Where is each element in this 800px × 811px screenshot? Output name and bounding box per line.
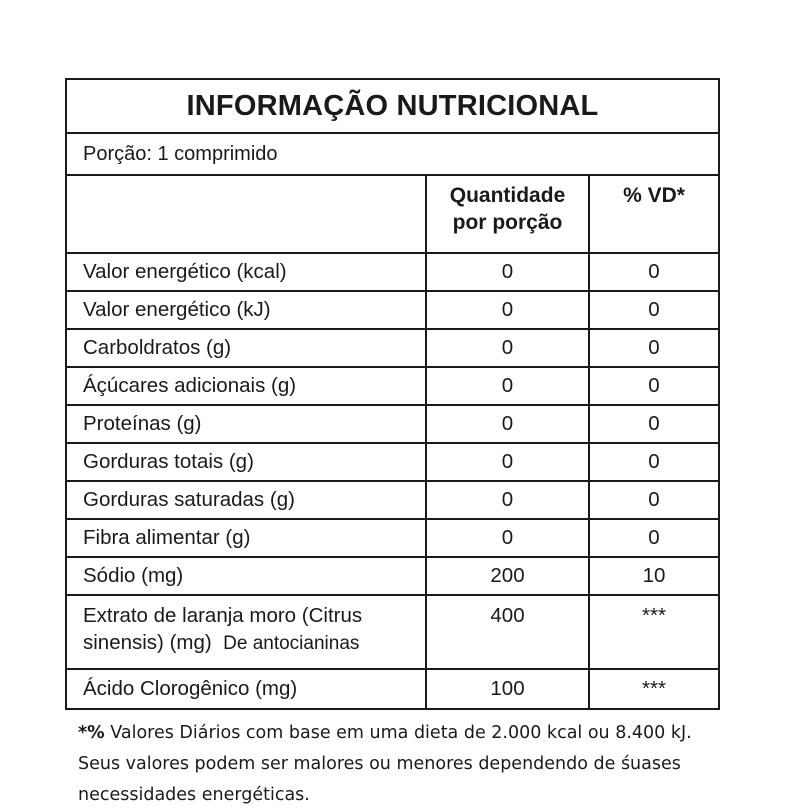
table-title: INFORMAÇÃO NUTRICIONAL (67, 80, 718, 134)
nutrient-vd: *** (589, 595, 718, 669)
header-quantity-line1: Quantidade (449, 184, 566, 207)
table-row (67, 519, 718, 557)
nutrient-vd: 0 (589, 367, 718, 405)
nutrient-name: Valor energético (kcal) (67, 253, 426, 291)
nutrient-name: Áçúcares adicionais (g) (67, 367, 426, 405)
table-row (67, 481, 718, 519)
nutrient-vd: *** (589, 669, 718, 708)
nutrition-facts-table (65, 78, 720, 710)
table-row (67, 291, 718, 329)
nutrient-quantity: 0 (426, 443, 589, 481)
table-row (67, 253, 718, 291)
footnote-line1-text: Valores Diários com base em uma dieta de 2.000 kcal ou 8.400 kJ. (110, 723, 692, 743)
nutrient-name: Ácido Clorogênico (mg) (67, 669, 426, 708)
nutrient-name: Fibra alimentar (g) (67, 519, 426, 557)
nutrient-quantity: 100 (426, 669, 589, 708)
nutrient-quantity: 0 (426, 291, 589, 329)
table-row (67, 443, 718, 481)
nutrient-vd: 0 (589, 519, 718, 557)
nutrient-name: Carboldratos (g) (67, 329, 426, 367)
footnote-line1 (78, 718, 758, 749)
portion-size: Porção: 1 comprimido (67, 134, 718, 176)
nutrient-quantity: 0 (426, 519, 589, 557)
header-nutrient (67, 176, 426, 253)
nutrient-quantity: 0 (426, 253, 589, 291)
header-vd: % VD* (589, 176, 718, 253)
footnote (78, 718, 758, 811)
nutrient-name: Gorduras saturadas (g) (67, 481, 426, 519)
nutrient-name-line2: sinensis) (mg) (83, 631, 212, 654)
footnote-line2: Seus valores podem ser malores ou menores dependendo de śuases (78, 754, 681, 774)
nutrient-name: Valor energético (kJ) (67, 291, 426, 329)
nutrient-quantity: 0 (426, 329, 589, 367)
nutrient-vd: 0 (589, 443, 718, 481)
table-row (67, 595, 718, 669)
header-quantity-line2: por porção (452, 211, 563, 234)
nutrient-name-line1: Extrato de laranja moro (Citrus (83, 604, 363, 627)
nutrient-quantity: 0 (426, 481, 589, 519)
footnote-marker: *% (78, 723, 105, 743)
nutrient-quantity: 0 (426, 367, 589, 405)
table-row (67, 329, 718, 367)
nutrient-vd: 0 (589, 253, 718, 291)
header-row (67, 176, 718, 253)
table-row (67, 367, 718, 405)
footnote-line3: necessidades energéticas. (78, 785, 310, 805)
nutrient-vd: 0 (589, 481, 718, 519)
table-row (67, 405, 718, 443)
nutrient-vd: 0 (589, 329, 718, 367)
nutrient-name: Sódio (mg) (67, 557, 426, 595)
nutrient-name: Proteínas (g) (67, 405, 426, 443)
nutrient-quantity: 0 (426, 405, 589, 443)
table-row (67, 557, 718, 595)
nutrient-name: Gorduras totais (g) (67, 443, 426, 481)
nutrient-vd: 0 (589, 405, 718, 443)
nutrient-vd: 0 (589, 291, 718, 329)
nutrient-quantity: 400 (426, 595, 589, 669)
nutrient-table (67, 176, 718, 708)
nutrient-vd: 10 (589, 557, 718, 595)
nutrient-name-note: De antocianinas (223, 633, 360, 654)
nutrient-name (67, 595, 426, 669)
nutrient-quantity: 200 (426, 557, 589, 595)
table-row (67, 669, 718, 708)
header-quantity (426, 176, 589, 253)
